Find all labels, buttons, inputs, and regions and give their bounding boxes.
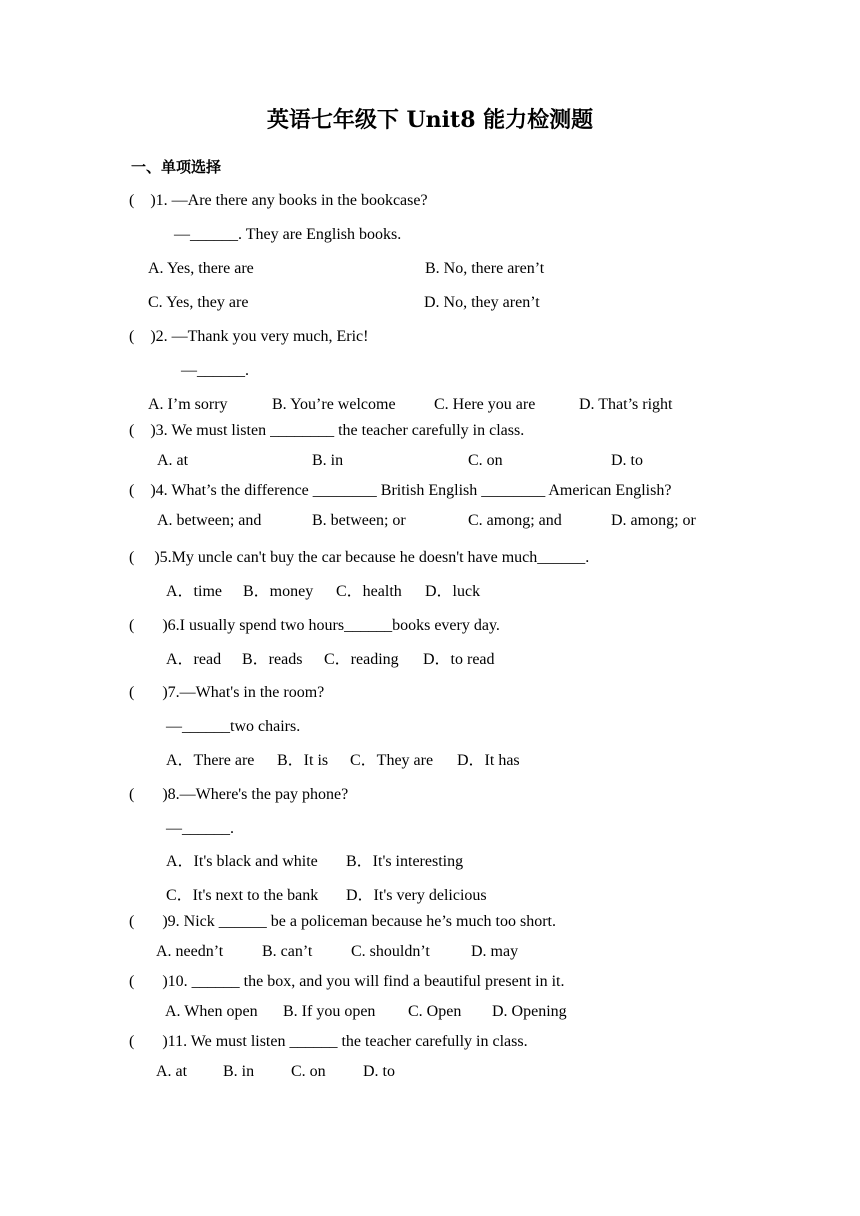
question-5-option-a: A．time [166,583,222,600]
question-10-option-d: D. Opening [492,1003,567,1020]
question-11-stem: ( )11. We must listen ______ the teacher carefully in class. [129,1033,528,1050]
question-8-answer-line: —______. [166,820,234,837]
question-2-option-d: D. That’s right [579,396,673,413]
question-2-stem: ( )2. —Thank you very much, Eric! [129,328,369,345]
question-10-option-b: B. If you open [283,1003,376,1020]
question-8-option-d: D．It's very delicious [346,887,487,904]
question-9-stem: ( )9. Nick ______ be a policeman because he’s much too short. [129,913,556,930]
question-11-option-b: B. in [223,1063,255,1080]
question-11-option-d: D. to [363,1063,395,1080]
question-4-option-d: D. among; or [611,512,696,529]
question-9-option-a: A. needn’t [156,943,224,960]
section-heading: 一、单项选择 [131,158,222,176]
question-5-option-b: B．money [243,583,314,600]
question-7-stem: ( )7.—What's in the room? [129,684,325,701]
question-3-stem: ( )3. We must listen ________ the teacher carefully in class. [129,422,525,439]
question-1-stem: ( )1. —Are there any books in the bookcase? [129,192,428,209]
question-11-option-a: A. at [156,1063,188,1080]
question-9-option-b: B. can’t [262,943,313,960]
question-5-option-d: D．luck [425,583,481,600]
question-7-option-d: D．It has [457,752,520,769]
question-7-option-a: A．There are [166,752,255,769]
question-10-option-a: A. When open [165,1003,258,1020]
question-4-stem: ( )4. What’s the difference ________ British English ________ American English? [129,482,672,499]
question-3-option-c: C. on [468,452,503,469]
question-1-option-a: A. Yes, there are [148,260,254,277]
question-3-option-a: A. at [157,452,189,469]
question-8-option-c: C．It's next to the bank [166,887,319,904]
question-7-answer-line: —______two chairs. [166,718,301,735]
question-9-option-d: D. may [471,943,519,960]
question-5-option-c: C．health [336,583,402,600]
question-6-option-c: C．reading [324,651,399,668]
question-10-stem: ( )10. ______ the box, and you will find a beautiful present in it. [129,973,565,990]
question-9-option-c: C. shouldn’t [351,943,430,960]
question-3-option-d: D. to [611,452,643,469]
question-1-answer-line: —______. They are English books. [174,226,402,243]
question-8-stem: ( )8.—Where's the pay phone? [129,786,349,803]
question-1-option-d: D. No, they aren’t [424,294,540,311]
question-4-option-c: C. among; and [468,512,562,529]
question-10-option-c: C. Open [408,1003,462,1020]
question-11-option-c: C. on [291,1063,326,1080]
question-8-option-a: A．It's black and white [166,853,318,870]
question-2-option-b: B. You’re welcome [272,396,396,413]
question-1-option-b: B. No, there aren’t [425,260,545,277]
question-8-option-b: B．It's interesting [346,853,464,870]
question-2-answer-line: —______. [181,362,249,379]
question-5-stem: ( )5.My uncle can't buy the car because he doesn't have much______. [129,549,590,566]
question-2-option-a: A. I’m sorry [148,396,228,413]
question-6-option-d: D．to read [423,651,495,668]
question-1-option-c: C. Yes, they are [148,294,249,311]
question-2-option-c: C. Here you are [434,396,536,413]
question-4-option-b: B. between; or [312,512,406,529]
question-6-stem: ( )6.I usually spend two hours______books every day. [129,617,500,634]
question-6-option-a: A．read [166,651,222,668]
question-7-option-b: B．It is [277,752,329,769]
document-title: 英语七年级下 Unit8 能力检测题 [266,107,594,133]
question-7-option-c: C．They are [350,752,434,769]
question-6-option-b: B．reads [242,651,303,668]
question-3-option-b: B. in [312,452,344,469]
question-4-option-a: A. between; and [157,512,262,529]
